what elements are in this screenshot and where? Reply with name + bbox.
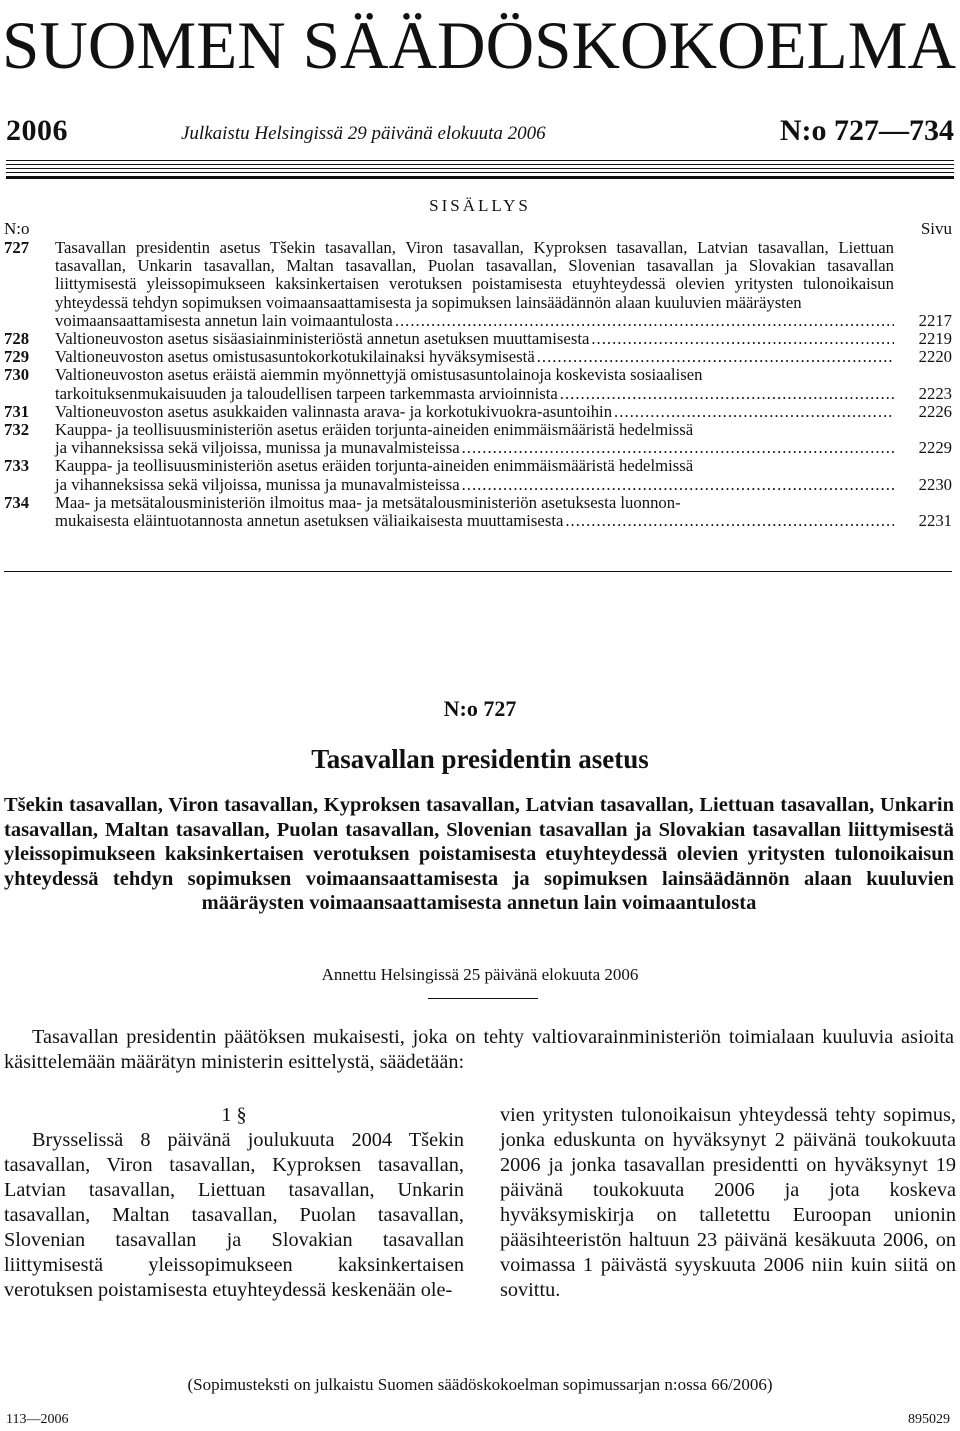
dot-leader xyxy=(535,348,894,366)
treaty-note: (Sopimusteksti on julkaistu Suomen säädöskokoelman sopimussarjan n:ossa 66/2006) xyxy=(187,1375,773,1394)
toc-number-label: N:o xyxy=(4,219,30,238)
publication-date: Julkaistu Helsingissä 29 päivänä elokuuta 2006 xyxy=(181,123,546,144)
right-column xyxy=(500,1103,956,1303)
toc-entry-page: 2231 xyxy=(918,511,952,531)
toc-entry-text: Kauppa- ja teollisuusministeriön asetus eräiden torjunta-aineiden enimmäismääristä hedelmissä xyxy=(55,456,694,476)
act-number: N:o 727 xyxy=(443,696,517,721)
toc-entry[interactable] xyxy=(4,494,952,530)
toc-bottom-rule xyxy=(4,571,952,572)
toc-entry-last-line: ja vihanneksissa sekä viljoissa, munissa ja munavalmisteissa xyxy=(55,438,460,458)
given-date: Annettu Helsingissä 25 päivänä elokuuta 2006 xyxy=(321,965,639,984)
toc-entry-last-line: Valtioneuvoston asetus sisäasiainministeriöstä annetun asetuksen muuttamisesta xyxy=(55,329,590,349)
toc-entry-number: 734 xyxy=(4,492,30,512)
toc-entry[interactable] xyxy=(4,330,952,348)
toc-entry-last-line: mukaisesta eläintuotannosta annetun asetuksen väliaikaisesta muuttamisesta xyxy=(55,511,564,531)
toc-entry[interactable] xyxy=(4,348,952,366)
issue-year: 2006 xyxy=(6,114,68,147)
table-of-contents xyxy=(4,239,952,530)
toc-entry[interactable] xyxy=(4,421,952,457)
toc-entry-last-line: voimaansaattamisesta annetun lain voimaantulosta xyxy=(55,310,393,330)
collection-title: SUOMEN SÄÄDÖSKOKOELMA xyxy=(2,7,956,78)
toc-entry-last-line: Valtioneuvoston asetus omistusasuntokorkotukilainaksi hyväksymisestä xyxy=(55,347,535,367)
toc-entry-last-line: Valtioneuvoston asetus asukkaiden valinnasta arava- ja korkotukivuokra-asuntoihin xyxy=(55,401,613,421)
toc-entry-page: 2226 xyxy=(918,401,952,421)
toc-entry-number: 733 xyxy=(4,456,30,476)
masthead xyxy=(0,0,960,78)
toc-page-label: Sivu xyxy=(920,219,952,238)
dot-leader xyxy=(563,512,894,530)
dot-leader xyxy=(589,330,894,348)
section-mark: 1 § xyxy=(221,1104,247,1126)
toc-entry-text: Maa- ja metsätalousministeriön ilmoitus maa- ja metsätalousministeriön asetuksesta luonnon- xyxy=(55,492,681,512)
toc-entry-text: Kauppa- ja teollisuusministeriön asetus eräiden torjunta-aineiden enimmäismääristä hedelmissä xyxy=(55,420,694,440)
left-column xyxy=(4,1103,464,1303)
issue-numbers: N:o 727—734 xyxy=(779,114,954,147)
divider xyxy=(428,998,538,999)
toc-entry-page: 2223 xyxy=(918,383,952,403)
toc-entry-page: 2219 xyxy=(918,329,952,349)
toc-entry-last-line: tarkoituksenmukaisuuden ja taloudellisen tarpeen tarkemmasta arvioinnista xyxy=(55,383,558,403)
dot-leader xyxy=(460,476,894,494)
toc-entry-number: 729 xyxy=(4,347,30,367)
toc-entry-number: 728 xyxy=(4,329,30,349)
toc-entry-number: 727 xyxy=(4,238,30,257)
footer-code: 113—2006 xyxy=(6,1412,69,1427)
toc-entry-last-line: ja vihanneksissa sekä viljoissa, munissa ja munavalmisteissa xyxy=(55,474,460,494)
section-text-left: Brysselissä 8 päivänä joulukuuta 2004 Tšekin tasavallan, Viron tasavallan, Kyproksen tasavallan, Latvian tasavallan, Liettuan tasavallan, Unkarin tasavallan, Maltan tasavallan, Puolan tasavallan, Slovenian tasavallan ja Slovakian tasavallan liittymisestä yleissopimukseen kaksinkertaisen verotuksen poistamisesta etuyhteydessä keskenään ole- xyxy=(4,1129,464,1301)
toc-entry-page: 2220 xyxy=(918,347,952,367)
dot-leader xyxy=(612,403,894,421)
toc-entry-page: 2217 xyxy=(918,310,952,330)
act-title: Tšekin tasavallan, Viron tasavallan, Kyproksen tasavallan, Latvian tasavallan, Liettuan tasavallan, Unkarin tasavallan, Maltan tasavallan, Puolan tasavallan, Slovenian tasavallan ja Slovakian tasavallan liittymisestä yleissopimukseen kaksinkertaisen verotuksen poistamisesta etuyhteydessä olevien yritysten tulonoikaisun yhteydessä tehdyn sopimuksen voimaansaattamisesta ja sopimuksen lainsäädännön alaan kuuluvien määräysten voimaansaattamisesta annetun lain voimaantulosta xyxy=(4,794,954,914)
toc-entry[interactable] xyxy=(4,366,952,402)
toc-entry[interactable] xyxy=(4,239,952,330)
toc-entry-number: 730 xyxy=(4,365,30,385)
toc-entry-page: 2230 xyxy=(918,474,952,494)
dot-leader xyxy=(393,312,894,330)
preamble: Tasavallan presidentin päätöksen mukaisesti, joka on tehty valtiovarainministeriön toimialaan kuuluvia asioita käsittelemään määrätyn ministerin esittelystä, säädetään: xyxy=(4,1026,954,1073)
act-type: Tasavallan presidentin asetus xyxy=(311,744,649,774)
toc-entry-text: Valtioneuvoston asetus eräistä aiemmin myönnettyjä omistusasuntolainoja koskevista sosiaalisen xyxy=(55,365,703,385)
toc-entry-page: 2229 xyxy=(918,438,952,458)
dot-leader xyxy=(460,439,894,457)
toc-entry[interactable] xyxy=(4,457,952,493)
toc-entry-text: Tasavallan presidentin asetus Tšekin tasavallan, Viron tasavallan, Kyproksen tasavallan, Latvian tasavallan, Liettuan tasavallan, Unkarin tasavallan, Maltan tasavallan, Puolan tasavallan, Slovenian tasavallan ja Slovakian tasavallan liittymisestä yleissopimukseen kaksinkertaisen verotuksen poistamisesta etuyhteydessä olevien yritysten tulonoikaisun yhteydessä tehdyn sopimuksen voimaansaattamisesta ja sopimuksen lainsäädännön alaan kuuluvien määräysten xyxy=(55,238,894,312)
toc-heading: SISÄLLYS xyxy=(429,196,531,215)
toc-entry-number: 732 xyxy=(4,420,30,440)
header-rules xyxy=(6,160,954,179)
footer-number: 895029 xyxy=(908,1412,950,1427)
section-text-right: vien yritysten tulonoikaisun yhteydessä tehty sopimus, jonka eduskunta on hyväksynyt 2 päivänä toukokuuta 2006 ja jonka tasavallan presidentti on hyväksynyt 19 päivänä toukokuuta 2006 ja jota koskeva hyväksymiskirja on talletettu Euroopan unionin pääsihteeristön haltuun 23 päivänä kesäkuuta 2006, on voimassa 1 päivästä syyskuuta 2006 niin kuin siitä on sovittu. xyxy=(500,1104,956,1301)
toc-entry-number: 731 xyxy=(4,401,30,421)
toc-entry[interactable] xyxy=(4,403,952,421)
dot-leader xyxy=(558,385,894,403)
issue-info xyxy=(6,114,954,150)
